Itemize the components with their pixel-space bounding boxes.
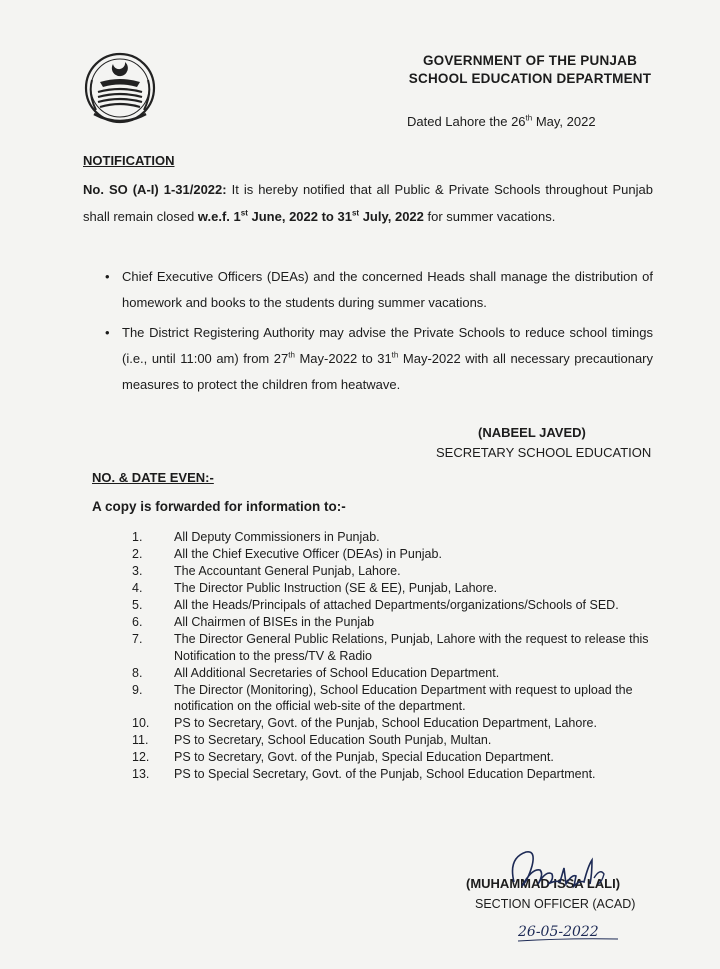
- notification-body: [83, 176, 653, 230]
- list-item: [132, 732, 652, 749]
- list-item: [132, 580, 652, 597]
- handwritten-date: 26-05-2022: [518, 924, 599, 940]
- item-number: 13.: [132, 767, 150, 781]
- bullet-dot-icon: •: [105, 325, 110, 340]
- item-text: All the Heads/Principals of attached Departments/organizations/Schools of SED.: [174, 598, 619, 612]
- item-number: 7.: [132, 632, 143, 646]
- dated-sup: th: [525, 113, 533, 123]
- item-text: PS to Secretary, Govt. of the Punjab, School Education Department, Lahore.: [174, 716, 597, 730]
- dated-prefix: Dated Lahore the 26: [407, 114, 526, 129]
- item-number: 6.: [132, 615, 143, 629]
- bullet-sup1: th: [288, 350, 295, 360]
- bullet-item: [105, 320, 653, 398]
- wef-sup1: st: [240, 208, 248, 218]
- handwritten-signature-icon: [498, 838, 668, 948]
- letterhead-department: SCHOOL EDUCATION DEPARTMENT: [408, 71, 652, 86]
- list-item: [132, 546, 652, 563]
- body-text-2: for summer vacations.: [423, 209, 556, 224]
- body-text-1: It is hereby notified that all Public & Private Schools throughout Punjab shall remain closed: [83, 182, 653, 224]
- bullet-text-c: May-2022 with all necessary precautionary measures to protect the children from heatwave.: [122, 351, 653, 392]
- wef-c: July, 2022: [359, 209, 424, 224]
- item-number: 2.: [132, 547, 143, 561]
- item-text: All Deputy Commissioners in Punjab.: [174, 530, 380, 544]
- list-item: [132, 766, 652, 783]
- punjab-emblem-icon: [80, 50, 160, 128]
- list-item: [132, 614, 652, 631]
- item-number: 11.: [132, 733, 149, 747]
- item-text: The Accountant General Punjab, Lahore.: [174, 564, 401, 578]
- no-date-even: NO. & DATE EVEN:-: [92, 470, 214, 485]
- item-text: PS to Secretary, School Education South Punjab, Multan.: [174, 733, 492, 747]
- letterhead: [380, 52, 680, 88]
- item-text: All Chairmen of BISEs in the Punjab: [174, 615, 375, 629]
- item-number: 10.: [132, 716, 150, 730]
- bullet-item: [105, 264, 653, 316]
- dated-line: [407, 114, 596, 129]
- item-text: The Director (Monitoring), School Education Department with request to upload the notification on the official web-site of the department.: [174, 682, 633, 713]
- wef-sup2: st: [351, 208, 360, 218]
- item-text: The Director General Public Relations, Punjab, Lahore with the request to release this Notification to the press/TV & Radio: [174, 632, 649, 663]
- item-text: The Director Public Instruction (SE & EE), Punjab, Lahore.: [174, 581, 498, 595]
- secretary-title: SECRETARY SCHOOL EDUCATION: [436, 445, 652, 460]
- list-item: [132, 529, 652, 546]
- item-text: PS to Special Secretary, Govt. of the Punjab, School Education Department.: [174, 767, 596, 781]
- item-number: 9.: [132, 682, 143, 697]
- section-officer-name: (MUHAMMAD ISSA LALI): [466, 876, 621, 891]
- item-number: 8.: [132, 665, 143, 680]
- list-item: [132, 631, 652, 664]
- notification-title: NOTIFICATION: [83, 153, 175, 168]
- bullet-text-b: May-2022 to 31: [294, 351, 392, 366]
- bullet-dot-icon: •: [105, 269, 110, 284]
- item-number: 12.: [132, 750, 150, 764]
- item-number: 3.: [132, 564, 143, 578]
- wef-a: w.e.f. 1: [197, 209, 241, 224]
- secretary-name: (NABEEL JAVED): [478, 425, 586, 440]
- item-number: 4.: [132, 581, 143, 595]
- reference-number: No. SO (A-I) 1-31/2022:: [83, 182, 227, 197]
- wef-b: June, 2022 to 31: [247, 209, 352, 224]
- recipient-list: [132, 529, 652, 783]
- item-text: PS to Secretary, Govt. of the Punjab, Special Education Department.: [174, 750, 554, 764]
- item-text: All Additional Secretaries of School Education Department.: [174, 665, 500, 680]
- effective-dates: [198, 209, 424, 224]
- bullet-text: Chief Executive Officers (DEAs) and the concerned Heads shall manage the distribution of homework and books to the students during summer vacations.: [122, 269, 653, 310]
- letterhead-government: GOVERNMENT OF THE PUNJAB: [422, 53, 638, 68]
- bullet-sup2: th: [391, 350, 399, 360]
- section-officer-title: SECTION OFFICER (ACAD): [475, 897, 636, 911]
- item-text: All the Chief Executive Officer (DEAs) in Punjab.: [174, 547, 442, 561]
- item-number: 1.: [132, 530, 143, 544]
- instruction-bullets: [105, 264, 653, 402]
- bullet-text-a: The District Registering Authority may advise the Private Schools to reduce school timings (i.e., until 11:00 am) from 27: [122, 325, 653, 366]
- copy-forwarded-heading: A copy is forwarded for information to:-: [92, 499, 346, 514]
- list-item: [132, 665, 652, 682]
- list-item: [132, 715, 652, 732]
- dated-suffix: May, 2022: [532, 114, 596, 129]
- list-item: [132, 749, 652, 766]
- list-item: [132, 563, 652, 580]
- item-number: 5.: [132, 598, 143, 612]
- list-item: [132, 597, 652, 614]
- list-item: [132, 682, 652, 715]
